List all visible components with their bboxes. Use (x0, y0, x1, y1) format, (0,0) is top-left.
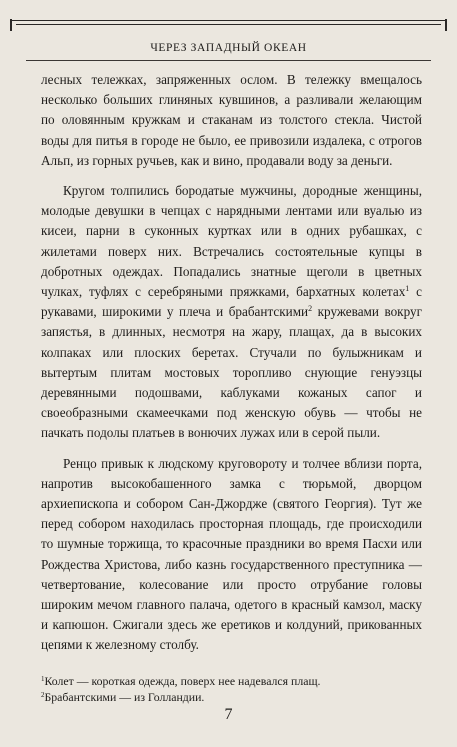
paragraph-2-part-1: Кругом толпились бородатые мужчины, дородные женщины, молодые девушки в чепцах с нарядными лентами или вуалью из кисеи, парни в суконных куртках или в одних рубашках, с жилетами поверх них. Встречались состоятельные купцы в добротных одеждах. Попадались знатные щеголи в цветных чулках, туфлях с серебряными пряжками, бархатных колетах (41, 183, 422, 300)
ornament-inner-rule (16, 24, 441, 25)
paragraph-2-part-3: кружевами вокруг запястья, в длинных, несмотря на жару, плащах, да в высоких колпаках или плоских беретах. Стучали по булыжникам и вытертым плитам мостовых торопливо снующие генуэзцы деревянными подошвами, каблуками кожаных сапог и своеобразными скамеечками под женскую обувь — чтобы не пачкать подолы платьев в вонючих лужах или в серой пыли. (41, 304, 423, 441)
paragraph-1: лесных тележках, запряженных ослом. В тележку вмещалось несколько больших глиняных кувшинов, а разливали желающим по оловянным кружкам и стаканам из толстого стекла. Чистой воды для питья в городе не было, ее привозили издалека, с отрогов Альп, из горных ручьев, как и вино, продавали воду за деньги. (41, 72, 422, 168)
paragraph-3: Ренцо привык к людскому круговороту и толчее вблизи порта, напротив высокобашенного замка с тюрьмой, дворцом архиепископа и собором Сан-Джордже (святого Георгия). Тут же перед собором находилась просторная площадь, где происходили то шумные торжища, то красочные праздники во время Пасхи или Рождества Христова, либо казнь государственного преступника — четвертование, колесование или просто отрубание головы широким мечом главного палача, одетого в красный камзол, маску и капюшон. Сжигали здесь же еретиков и колдуний, прикованных цепями к железному столбу. (41, 455, 422, 653)
ornament-cap-right (445, 19, 447, 31)
paragraph-2 (41, 181, 422, 444)
running-head: ЧЕРЕЗ ЗАПАДНЫЙ ОКЕАН (150, 42, 307, 54)
top-ornament-rule (10, 20, 447, 29)
footnote-1 (41, 673, 422, 689)
footnote-2 (41, 689, 422, 705)
footnote-ref-2[interactable]: 2 (308, 304, 313, 314)
footnote-1-mark: 1 (41, 675, 45, 683)
footnotes (41, 673, 422, 705)
footnote-1-text: Колет — короткая одежда, поверх нее надевался плащ. (44, 674, 321, 688)
header-rule (26, 60, 431, 61)
body-text (41, 70, 422, 656)
paragraph-2-part-2: с рукавами, широкими у плеча и брабантскими (41, 284, 422, 320)
ornament-cap-left (10, 19, 12, 31)
footnote-ref-1[interactable]: 1 (405, 284, 410, 294)
page-number: 7 (224, 706, 233, 723)
footnote-2-text: Брабантскими — из Голландии. (44, 690, 205, 704)
footnote-2-mark: 2 (41, 691, 45, 699)
